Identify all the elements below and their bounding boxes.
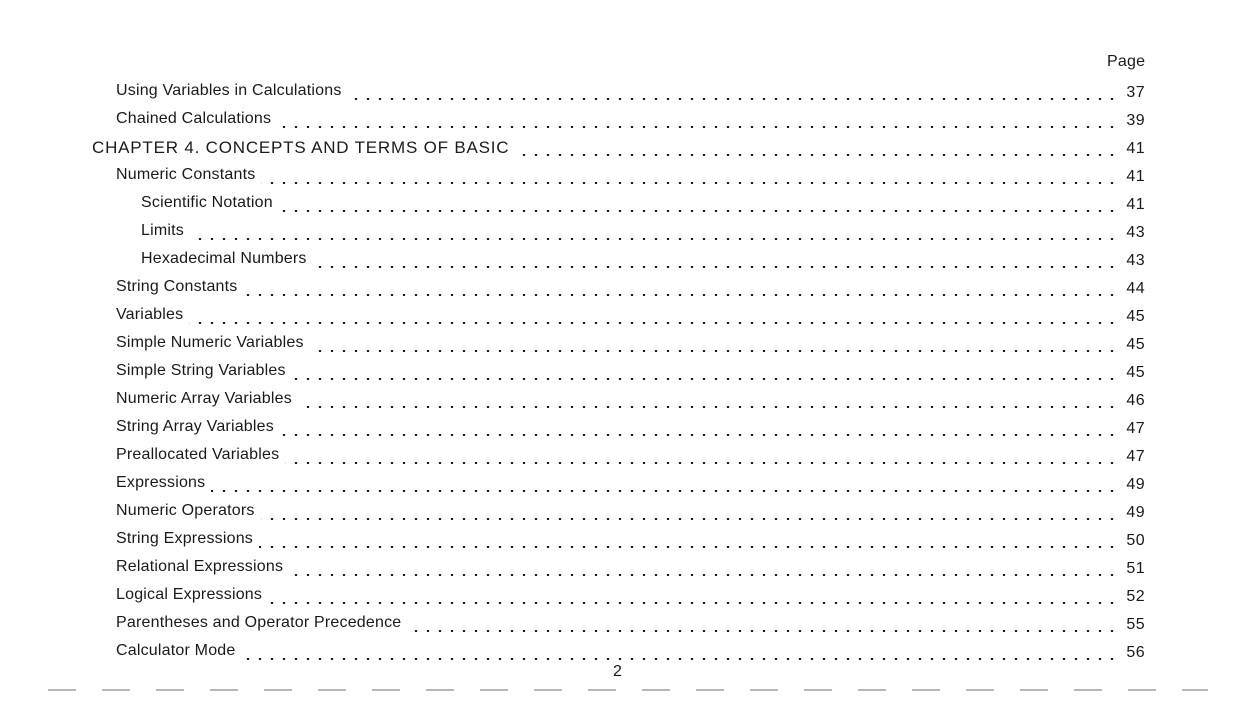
toc-chapter-entry	[0, 134, 1254, 162]
toc-entry-title: Chained Calculations	[116, 110, 277, 128]
toc-entry	[0, 358, 1254, 386]
toc-entry-title: Limits	[141, 222, 190, 240]
scan-artifact-line	[48, 689, 1208, 691]
toc-entry-title: Scientific Notation	[141, 194, 279, 212]
toc-entry-title: CHAPTER 4. CONCEPTS AND TERMS OF BASIC	[92, 138, 515, 158]
dot-leader	[277, 126, 1118, 128]
dot-leader	[242, 658, 1118, 660]
dot-leader	[189, 322, 1118, 324]
toc-entry	[0, 582, 1254, 610]
toc-entry-page: 41	[1126, 140, 1145, 157]
toc-entry-title: Simple Numeric Variables	[116, 334, 310, 352]
toc-entry-page: 45	[1126, 336, 1145, 353]
toc-entry-title: Simple String Variables	[116, 362, 292, 380]
dot-leader	[211, 490, 1118, 492]
toc-entry	[0, 330, 1254, 358]
toc-entry	[0, 414, 1254, 442]
toc-entry-title: Using Variables in Calculations	[116, 82, 348, 100]
toc-entry-page: 45	[1126, 308, 1145, 325]
toc-entry-title: Logical Expressions	[116, 586, 268, 604]
dot-leader	[310, 350, 1118, 352]
dot-leader	[268, 602, 1118, 604]
toc-entry-title: Hexadecimal Numbers	[141, 250, 313, 268]
toc-entry	[0, 162, 1254, 190]
toc-entry-title: Numeric Operators	[116, 502, 261, 520]
toc-entry-page: 44	[1126, 280, 1145, 297]
toc-entry	[0, 386, 1254, 414]
toc-entry	[0, 302, 1254, 330]
toc-entry	[0, 610, 1254, 638]
toc-entry-page: 41	[1126, 196, 1145, 213]
toc-entry	[0, 246, 1254, 274]
dot-leader	[243, 294, 1118, 296]
dot-leader	[190, 238, 1118, 240]
toc-entry-page: 41	[1126, 168, 1145, 185]
toc-entry-page: 37	[1126, 84, 1145, 101]
toc-entry-title: Relational Expressions	[116, 558, 289, 576]
toc-entry-page: 45	[1126, 364, 1145, 381]
dot-leader	[348, 98, 1118, 100]
dot-leader	[261, 182, 1118, 184]
toc-entry	[0, 554, 1254, 582]
toc-entry	[0, 274, 1254, 302]
toc-entry-title: Numeric Array Variables	[116, 390, 298, 408]
toc-entry-page: 49	[1126, 504, 1145, 521]
toc-entry	[0, 638, 1254, 666]
toc-entry-page: 49	[1126, 476, 1145, 493]
toc-entry-page: 43	[1126, 224, 1145, 241]
toc-entry-page: 39	[1126, 112, 1145, 129]
toc-entry-title: String Expressions	[116, 530, 259, 548]
page-column-label: Page	[1107, 53, 1146, 70]
dot-leader	[285, 462, 1118, 464]
toc-entry	[0, 106, 1254, 134]
toc-entry-page: 43	[1126, 252, 1145, 269]
dot-leader	[407, 630, 1118, 632]
toc-entry	[0, 470, 1254, 498]
toc-entry-page: 47	[1126, 420, 1145, 437]
toc-entry	[0, 190, 1254, 218]
toc-entry-page: 47	[1126, 448, 1145, 465]
toc-entry-title: Variables	[116, 306, 189, 324]
toc-entry-page: 50	[1126, 532, 1145, 549]
dot-leader	[289, 574, 1118, 576]
toc-entry	[0, 526, 1254, 554]
toc-entry	[0, 498, 1254, 526]
dot-leader	[515, 154, 1118, 156]
toc-entry	[0, 78, 1254, 106]
dot-leader	[298, 406, 1118, 408]
dot-leader	[280, 434, 1118, 436]
toc-entry-title: Calculator Mode	[116, 642, 242, 660]
toc-entry-title: String Array Variables	[116, 418, 280, 436]
toc-entry-page: 46	[1126, 392, 1145, 409]
toc-entry-page: 52	[1126, 588, 1145, 605]
dot-leader	[292, 378, 1118, 380]
toc-entry-title: Expressions	[116, 474, 211, 492]
toc-entry-title: Preallocated Variables	[116, 446, 285, 464]
dot-leader	[259, 546, 1118, 548]
page-number: 2	[613, 663, 622, 680]
toc-entry-title: Numeric Constants	[116, 166, 261, 184]
toc-entry-page: 56	[1126, 644, 1145, 661]
toc-entry-page: 55	[1126, 616, 1145, 633]
toc-entry	[0, 218, 1254, 246]
dot-leader	[279, 210, 1118, 212]
dot-leader	[261, 518, 1118, 520]
toc-entry-title: Parentheses and Operator Precedence	[116, 614, 407, 632]
toc-entry-page: 51	[1126, 560, 1145, 577]
toc-entry-title: String Constants	[116, 278, 243, 296]
toc-entry	[0, 442, 1254, 470]
dot-leader	[313, 266, 1118, 268]
